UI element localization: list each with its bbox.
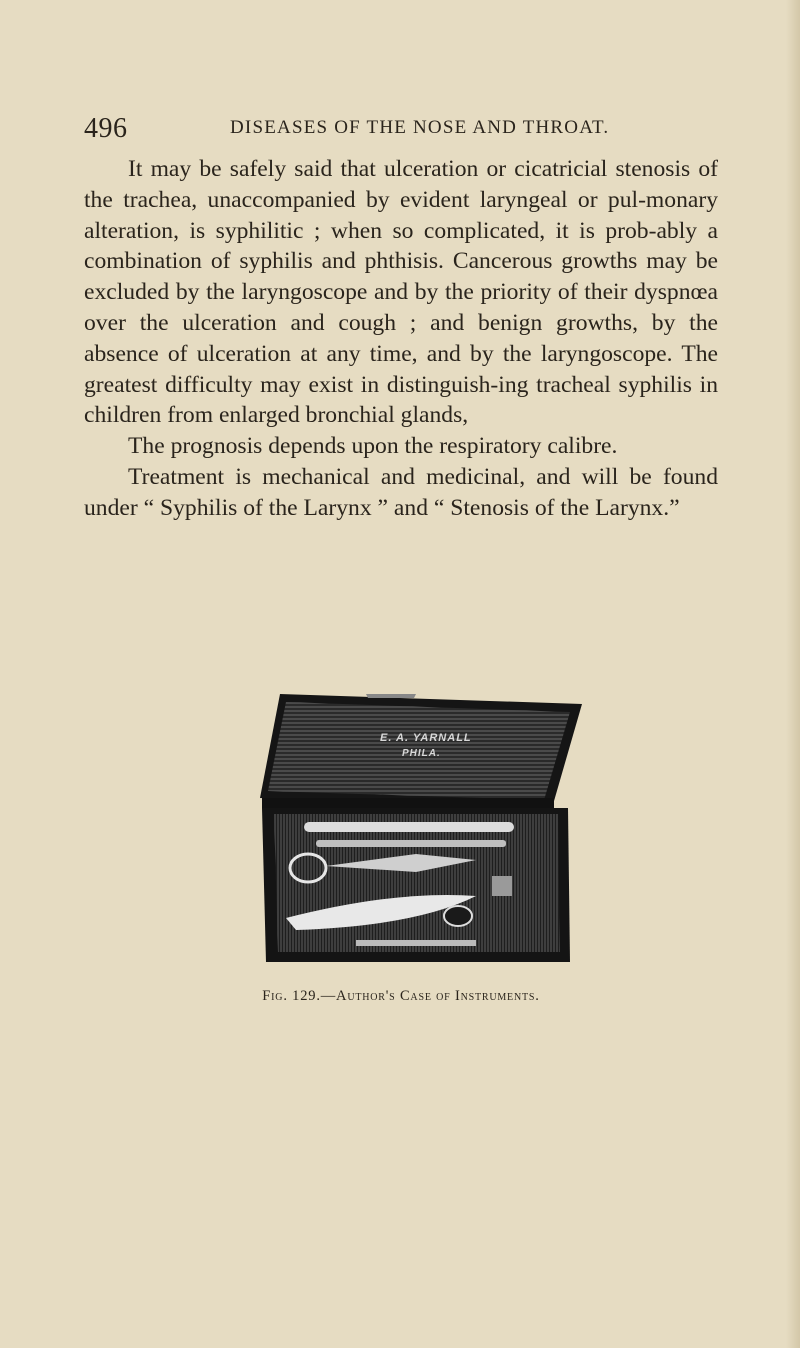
caption-title: Author's Case of Instruments. (336, 988, 540, 1004)
lid-inscription-maker: E. A. YARNALL (380, 732, 472, 744)
figure-caption (84, 988, 718, 1005)
caption-number: Fig. 129.— (262, 988, 337, 1004)
instrument-rod (316, 840, 506, 847)
page-number: 496 (84, 113, 128, 144)
lid-inscription-city: PHILA. (402, 748, 441, 759)
case-base (262, 808, 570, 962)
page-edge (786, 0, 800, 1348)
paragraph-diagnosis: It may be safely said that ulceration or cicatricial stenosis of the trachea, unaccompanied by evident laryngeal or pul-monary alteration, is syphilitic ; when so complicated, it is prob-ably a combination of syphilis and phthisis. Cancerous growths may be excluded by the laryngoscope and by the priority of their dyspnœa over the ulceration and cough ; and benign growths, by the absence of ulceration at any time, and by the laryngoscope. The greatest difficulty may exist in distinguish-ing tracheal syphilis in children from enlarged bronchial glands, (84, 156, 718, 429)
instrument-block (492, 876, 512, 896)
paragraph-treatment: Treatment is mechanical and medicinal, and will be found under “ Syphilis of the Larynx ” and “ Stenosis of the Larynx.” (84, 463, 718, 521)
instrument-mirror (444, 906, 472, 926)
figure-instrument-case (256, 690, 586, 972)
paragraph-prognosis: The prognosis depends upon the respiratory calibre. (128, 433, 618, 460)
instrument-probe (304, 822, 514, 832)
case-lid (260, 694, 582, 808)
instrument-bar (356, 940, 476, 946)
case-hinge (262, 798, 554, 808)
body-text (84, 154, 718, 524)
running-head: DISEASES OF THE NOSE AND THROAT. (230, 117, 610, 138)
page-header (84, 113, 724, 147)
